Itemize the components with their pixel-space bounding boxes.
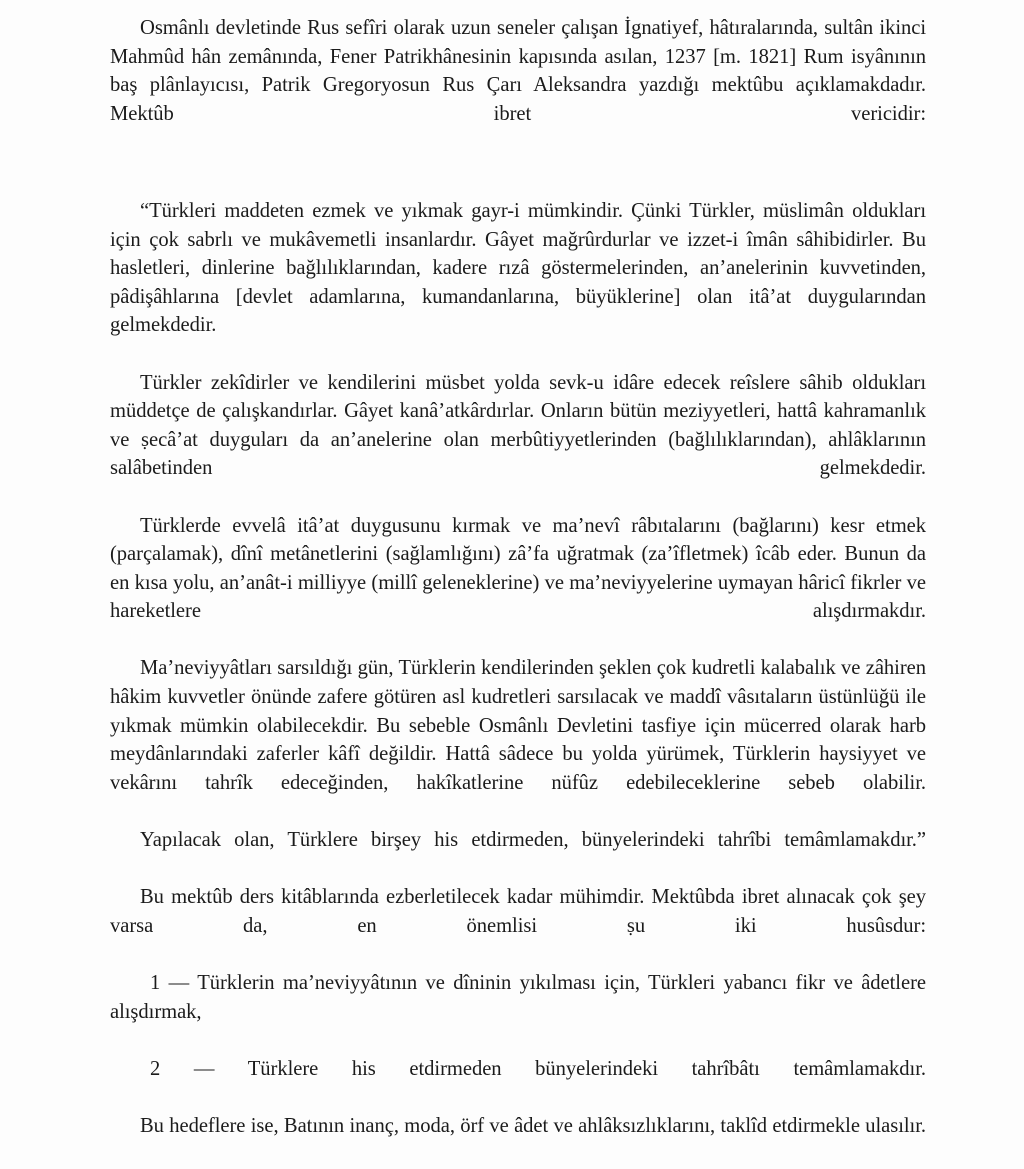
numbered-item-2-dash: — [193, 1057, 248, 1080]
commentary-paragraph: Bu mektûb ders kitâblarında ezberletilecek kadar mühimdir. Mektûbda ibret alınacak çok şey varsa da, en önemlisi ṣu iki husûsdur: [110, 886, 926, 937]
numbered-item-1-dash: — [168, 972, 198, 994]
numbered-item-1-text: Türklerin ma’neviyyâtının ve dîninin yıkılması için, Türkleri yabancı fikr ve âdetlere alışdırmak, [110, 972, 926, 1023]
numbered-item-1 [110, 969, 926, 1055]
quote-paragraph-1: “Türkleri maddeten ezmek ve yıkmak gayr-i mümkindir. Çünki Türkler, müslimân oldukları için çok sabrlı ve mukâvemetli insanlardır. Gâyet mağrûrdurlar ve izzet-i îmân sâhibidirler. Bu hasletleri, dinlerine bağlılıklarından, kadere rızâ göstermelerinden, an’anelerinin kuvvetinden, pâdişâhlarına [devlet adamlarına, kumandanlarına, büyüklerine] olan itâ’at duygularından gelmekdedir. [110, 199, 926, 337]
quote-paragraph-3: Türklerde evvelâ itâ’at duygusunu kırmak ve ma’nevî râbıtalarını (bağlarını) kesr etmek (parçalamak), dînî metânetlerini (sağlamlığını) zâ’fa uğratmak (za’îfletmek) îcâb eder. Bunun da en kısa yolu, an’anât-i milliyye (millî geleneklerine) ve ma’neviyyelerine uymayan hâricî fikrler ve hareketlere alışdırmakdır. [110, 514, 926, 623]
text-column [110, 14, 926, 1169]
quote-paragraph-2: Türkler zekîdirler ve kendilerini müsbet yolda sevk-u idâre edecek reîslere sâhib oldukları müddetçe de çalışkandırlar. Gâyet kanâ’atkârdırlar. Onların bütün meziyyetleri, hattâ kahramanlık ve ṣecâ’at duyguları da an’anelerine olan merbûtiyyetlerinden (bağlılıklarından), ahlâklarının salâbetinden gelmekdedir. [110, 371, 926, 480]
paragraph-spacer [110, 157, 926, 197]
numbered-item-1-number: 1 [150, 972, 161, 994]
numbered-item-2 [110, 1055, 926, 1112]
quote-paragraph-5: Yapılacak olan, Türklere birşey his etdirmeden, bünyelerindeki tahrîbi temâmlamakdır.” [140, 829, 926, 852]
closing-paragraph: Bu hedeflere ise, Batının inanç, moda, örf ve âdet ve ahlâksızlıklarını, taklîd etdirmekle ulasılır. [140, 1114, 926, 1137]
quoted-letter [110, 197, 926, 883]
quote-paragraph-4: Ma’neviyyâtları sarsıldığı gün, Türklerin kendilerinden şeklen çok kudretli kalabalık ve zâhiren hâkim kuvvetler önünde zafere götüren asl kudretleri sarsılacak ve maddî vâsıtaların üstünlüğü ile yıkmak mümkin olabilecekdir. Bu sebeble Osmânlı Devletini tasfiye için mücerred olarak harb meydânlarındaki zaferler kâfî değildir. Hattâ sâdece bu yolda yürümek, Türklerin haysiyyet ve vekârını tahrîk edeceğinden, hakîkatlerine nüfûz edebileceklerine sebeb olabilir. [110, 657, 926, 794]
intro-paragraph: Osmânlı devletinde Rus sefîri olarak uzun seneler çalışan İgnatiyef, hâtıralarında, sultân ikinci Mahmûd hân zemânında, Fener Patrikhânesinin kapısında asılan, 1237 [m. 1821] Rum isyânının baş plânlayıcısı, Patrik Gregoryosun Rus Çarı Aleksandra yazdığı mektûbu açıklamakdadır. Mektûb ibret vericidir: [110, 17, 926, 125]
numbered-item-2-number: 2 [150, 1057, 161, 1080]
numbered-item-2-text: Türklere his etdirmeden bünyelerindeki tahrîbâtı temâmlamakdır. [247, 1057, 926, 1080]
